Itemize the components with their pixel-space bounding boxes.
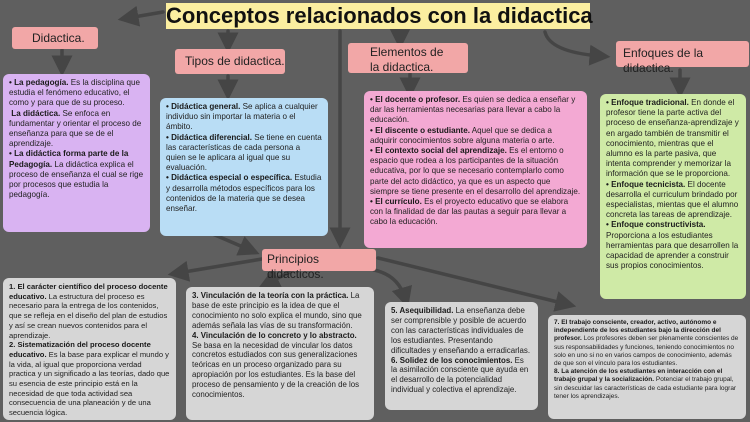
- principios-7-8-box: [548, 315, 746, 419]
- heading-enfoques: [616, 41, 749, 75]
- tipos-item: • Didáctica diferencial. Se tiene en cuenta las características de cada persona a quien se le aplicara al igual que su evaluación.: [166, 132, 322, 173]
- principio-item: 6. Solidez de los conocimientos. Es la asimilación consciente que ayuda en el desarrollo de la potencialidad individual y colectiva el aprendizaje.: [391, 355, 529, 395]
- elementos-item: • El docente o profesor. Es quien se dedica a enseñar y dar las herramientas necesarias para llevar a cabo la educación.: [370, 95, 576, 125]
- elementos-box: [364, 91, 587, 248]
- principios-1-2-box: [3, 278, 176, 420]
- elementos-item: • El currículo. Es el proyecto educativo que se elabora con la finalidad de dar las pautas a seguir para llevar a cabo la educación.: [370, 197, 569, 227]
- elementos-item: • El contexto social del aprendizaje. Es el entorno o espacio que rodea a los participantes de la situación educativa, por lo que se necesario contemplarlo como parte del acto didáctico, ya que es un aspecto que siempre se tiene presente en el desarrollo del aprendizaje.: [370, 146, 581, 196]
- principio-item: 4. Vinculación de lo concreto y lo abstracto. Se basa en la necesidad de vincular los datos concretos estudiados con sus generalizaciones teóricas en un proceso organizado para su apropiación por los estudiantes. Es la base del proceso de pensamiento y de la creación de los conocimientos.: [192, 330, 360, 400]
- principio-item: 5. Asequibilidad. La enseñanza debe ser comprensible y posible de acuerdo con las características individuales de los estudiantes. Presentando dificultades y enseñando a erradicarlas.: [391, 306, 531, 355]
- principios-3-4-box: [186, 287, 374, 420]
- heading-elementos-line1: Elementos de: [370, 45, 444, 59]
- heading-enfoques-text: Enfoques de la didactica.: [623, 46, 704, 75]
- tipos-item: • Didáctica especial o específica. Estudia y desarrolla métodos específicos para los contenidos de la materia que se desea enseñar.: [166, 173, 322, 214]
- heading-tipos-text: Tipos de didactica.: [185, 54, 285, 68]
- heading-elementos: [348, 43, 468, 73]
- principio-item: 7. El trabajo consciente, creador, activo, autónomo e independiente de los estudiantes bajo la dirección del profesor. Los profesores deben ser plenamente conscientes de sus responsabilidades y funciones, teniendo conocimientos no solo en uno si no en varios campos de conocimiento, además de que son el vínculo para los estudiantes.: [554, 319, 739, 368]
- enfoques-item: • Enfoque tradicional. En donde el profesor tiene la parte activa del proceso de enseñanza-aprendizaje y en argado también de transmitir el conocimiento, mientras que el alumno es la parte pasiva, que intenta comprender y memorizar la información que se le proporciona.: [606, 98, 739, 179]
- arrow-principios-to-p5: [374, 270, 405, 298]
- principio-item: 1. El carácter científico del proceso docente educativo. La estructura del proceso es necesario para la entrega de los contenidos, que se refleja en el diseño del plan de estudios y así se crean nuevos contenidos para el aprendizaje.: [9, 282, 168, 340]
- didactica-item: • La pedagogía. Es la disciplina que estudia el fenómeno educativo, el como y para que de su proceso.: [9, 78, 141, 108]
- arrow-title-to-enfoques: [545, 32, 600, 56]
- enfoques-item: • Enfoque tecnicista. El docente desarrolla el curriculum brindado por especialistas, mientas que el alumno concreta las tareas de aprendizaje.: [606, 179, 739, 220]
- tipos-item: • Didáctica general. Se aplica a cualquier individuo sin importar la materia o el ámbito.: [166, 102, 318, 132]
- enfoques-item: • Enfoque constructivista. Proporciona a los estudiantes herramientas para que desarrollen la capacidad de aprender a construir sus propios conocimientos.: [606, 220, 739, 271]
- enfoques-box: [600, 94, 746, 299]
- main-title: Conceptos relacionados con la didactica: [166, 3, 593, 28]
- tipos-box: [160, 98, 328, 236]
- heading-didactica: [12, 27, 98, 49]
- didactica-item: La didáctica. Se enfoca en fundamentar y orientar el proceso de enseñanza para que se de el aprendizaje.: [9, 108, 142, 149]
- heading-principios: [262, 249, 376, 281]
- heading-didactica-text: Didactica.: [32, 31, 85, 45]
- principios-5-6-box: [385, 302, 538, 410]
- heading-principios-text: Principios didacticos.: [267, 252, 324, 281]
- heading-elementos-line2: la didactica.: [370, 60, 434, 74]
- didactica-box: [3, 74, 150, 232]
- principio-item: 3. Vinculación de la teoría con la práctica. La base de este principio es la idea de que el conocimiento no solo explica el mundo, sino que además señala las vías de su transformación.: [192, 291, 362, 330]
- elementos-item: • El discente o estudiante. Aquel que se dedica a adquirir conocimientos sobre alguna materia o arte.: [370, 125, 555, 145]
- arrow-principios-to-p1: [178, 259, 262, 273]
- heading-tipos: [175, 49, 285, 74]
- principio-item: 8. La atención de los estudiantes en interacción con el trabajo grupal y la socialización. Potenciar el trabajo grupal, sin descuidar las características de cada estudiante para lograr tener los aprendizajes.: [554, 368, 737, 400]
- principio-item: 2. Sistematización del proceso docente educativo. Es la base para explicar el mundo y la vida, al igual que proporciona verdad practica y un significado a las teorías, dado que su esencia de este principio está en la necesidad de que toda actividad sea consecuencia de una planeación y de una secuencia lógica.: [9, 340, 170, 418]
- didactica-item: • La didáctica forma parte de la Pedagogía. La didáctica explica el proceso de enseñanza el cual se rige por procesos que estudia la pedagogía.: [9, 149, 144, 200]
- arrow-title-to-didactica: [128, 12, 163, 18]
- arrow-principios-to-p7: [378, 258, 566, 304]
